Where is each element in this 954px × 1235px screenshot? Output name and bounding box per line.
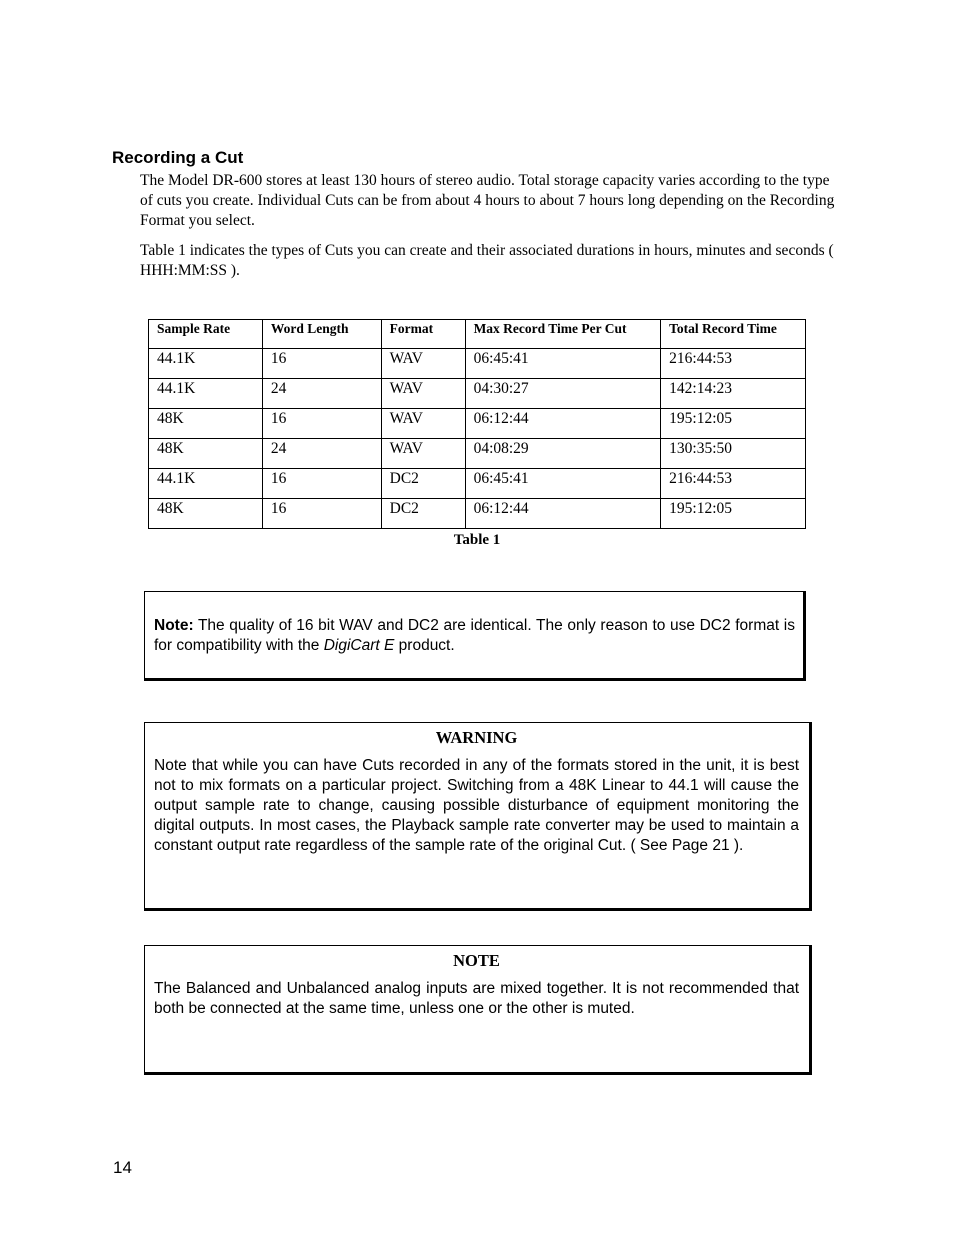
analog-note-title: NOTE bbox=[453, 951, 500, 970]
cell-format: DC2 bbox=[381, 499, 465, 529]
cell-max-record-time: 04:08:29 bbox=[465, 439, 661, 469]
table-header-row bbox=[149, 320, 806, 349]
note-box bbox=[144, 591, 806, 681]
page-number: 14 bbox=[113, 1158, 132, 1177]
cell-format: WAV bbox=[381, 379, 465, 409]
cell-max-record-time: 06:12:44 bbox=[465, 499, 661, 529]
cell-word-length: 24 bbox=[262, 439, 381, 469]
cell-total-record-time: 195:12:05 bbox=[661, 409, 806, 439]
table-caption: Table 1 bbox=[453, 532, 501, 548]
cell-format: WAV bbox=[381, 439, 465, 469]
cell-total-record-time: 142:14:23 bbox=[661, 379, 806, 409]
table-row bbox=[149, 469, 806, 499]
header-sample-rate: Sample Rate bbox=[149, 320, 263, 349]
section-heading: Recording a Cut bbox=[112, 148, 244, 167]
cell-max-record-time: 06:45:41 bbox=[465, 349, 661, 379]
cell-word-length: 16 bbox=[262, 469, 381, 499]
note-label: Note: bbox=[154, 617, 194, 634]
warning-title: WARNING bbox=[435, 728, 518, 747]
header-word-length: Word Length bbox=[262, 320, 381, 349]
cell-word-length: 16 bbox=[262, 499, 381, 529]
warning-box bbox=[144, 722, 812, 911]
table-row bbox=[149, 379, 806, 409]
cell-total-record-time: 130:35:50 bbox=[661, 439, 806, 469]
cell-total-record-time: 216:44:53 bbox=[661, 469, 806, 499]
cell-word-length: 16 bbox=[262, 409, 381, 439]
cell-sample-rate: 44.1K bbox=[149, 469, 263, 499]
table-row bbox=[149, 499, 806, 529]
cell-sample-rate: 48K bbox=[149, 409, 263, 439]
record-time-table bbox=[148, 319, 806, 529]
note-text-after: product. bbox=[394, 637, 455, 654]
table-row bbox=[149, 409, 806, 439]
cell-sample-rate: 48K bbox=[149, 439, 263, 469]
cell-sample-rate: 48K bbox=[149, 499, 263, 529]
cell-format: WAV bbox=[381, 409, 465, 439]
cell-total-record-time: 216:44:53 bbox=[661, 349, 806, 379]
product-name: DigiCart E bbox=[323, 637, 395, 654]
table-row bbox=[149, 349, 806, 379]
header-max-record-time: Max Record Time Per Cut bbox=[465, 320, 661, 349]
cell-sample-rate: 44.1K bbox=[149, 349, 263, 379]
intro-paragraph: The Model DR-600 stores at least 130 hours of stereo audio. Total storage capacity varies according to the type of cuts you create. Individual Cuts can be from about 4 hours to about 7 hours long depending on the Recording Format you select. bbox=[140, 172, 835, 229]
cell-max-record-time: 04:30:27 bbox=[465, 379, 661, 409]
header-format: Format bbox=[381, 320, 465, 349]
analog-note-box bbox=[144, 945, 812, 1075]
table-row bbox=[149, 439, 806, 469]
table-intro-paragraph: Table 1 indicates the types of Cuts you can create and their associated durations in hours, minutes and seconds ( HHH:MM:SS ). bbox=[140, 242, 834, 279]
note-text-before: The quality of 16 bit WAV and DC2 are identical. The only reason to use DC2 format is for compatibility with the bbox=[154, 617, 795, 654]
cell-sample-rate: 44.1K bbox=[149, 379, 263, 409]
cell-word-length: 24 bbox=[262, 379, 381, 409]
cell-max-record-time: 06:12:44 bbox=[465, 409, 661, 439]
cell-format: WAV bbox=[381, 349, 465, 379]
header-total-record-time: Total Record Time bbox=[661, 320, 806, 349]
cell-word-length: 16 bbox=[262, 349, 381, 379]
analog-note-text: The Balanced and Unbalanced analog inputs are mixed together. It is not recommended that both be connected at the same time, unless one or the other is muted. bbox=[154, 980, 799, 1017]
cell-max-record-time: 06:45:41 bbox=[465, 469, 661, 499]
warning-text: Note that while you can have Cuts recorded in any of the formats stored in the unit, it is best not to mix formats on a particular project. Switching from a 48K Linear to 44.1 will cause the output sample rate to change, causing possible disturbance of equipment monitoring the digital outputs. In most cases, the Playback sample rate converter may be used to maintain a constant output rate regardless of the sample rate of the original Cut. ( See Page 21 ). bbox=[154, 757, 799, 854]
cell-format: DC2 bbox=[381, 469, 465, 499]
note-text bbox=[154, 616, 795, 656]
cell-total-record-time: 195:12:05 bbox=[661, 499, 806, 529]
